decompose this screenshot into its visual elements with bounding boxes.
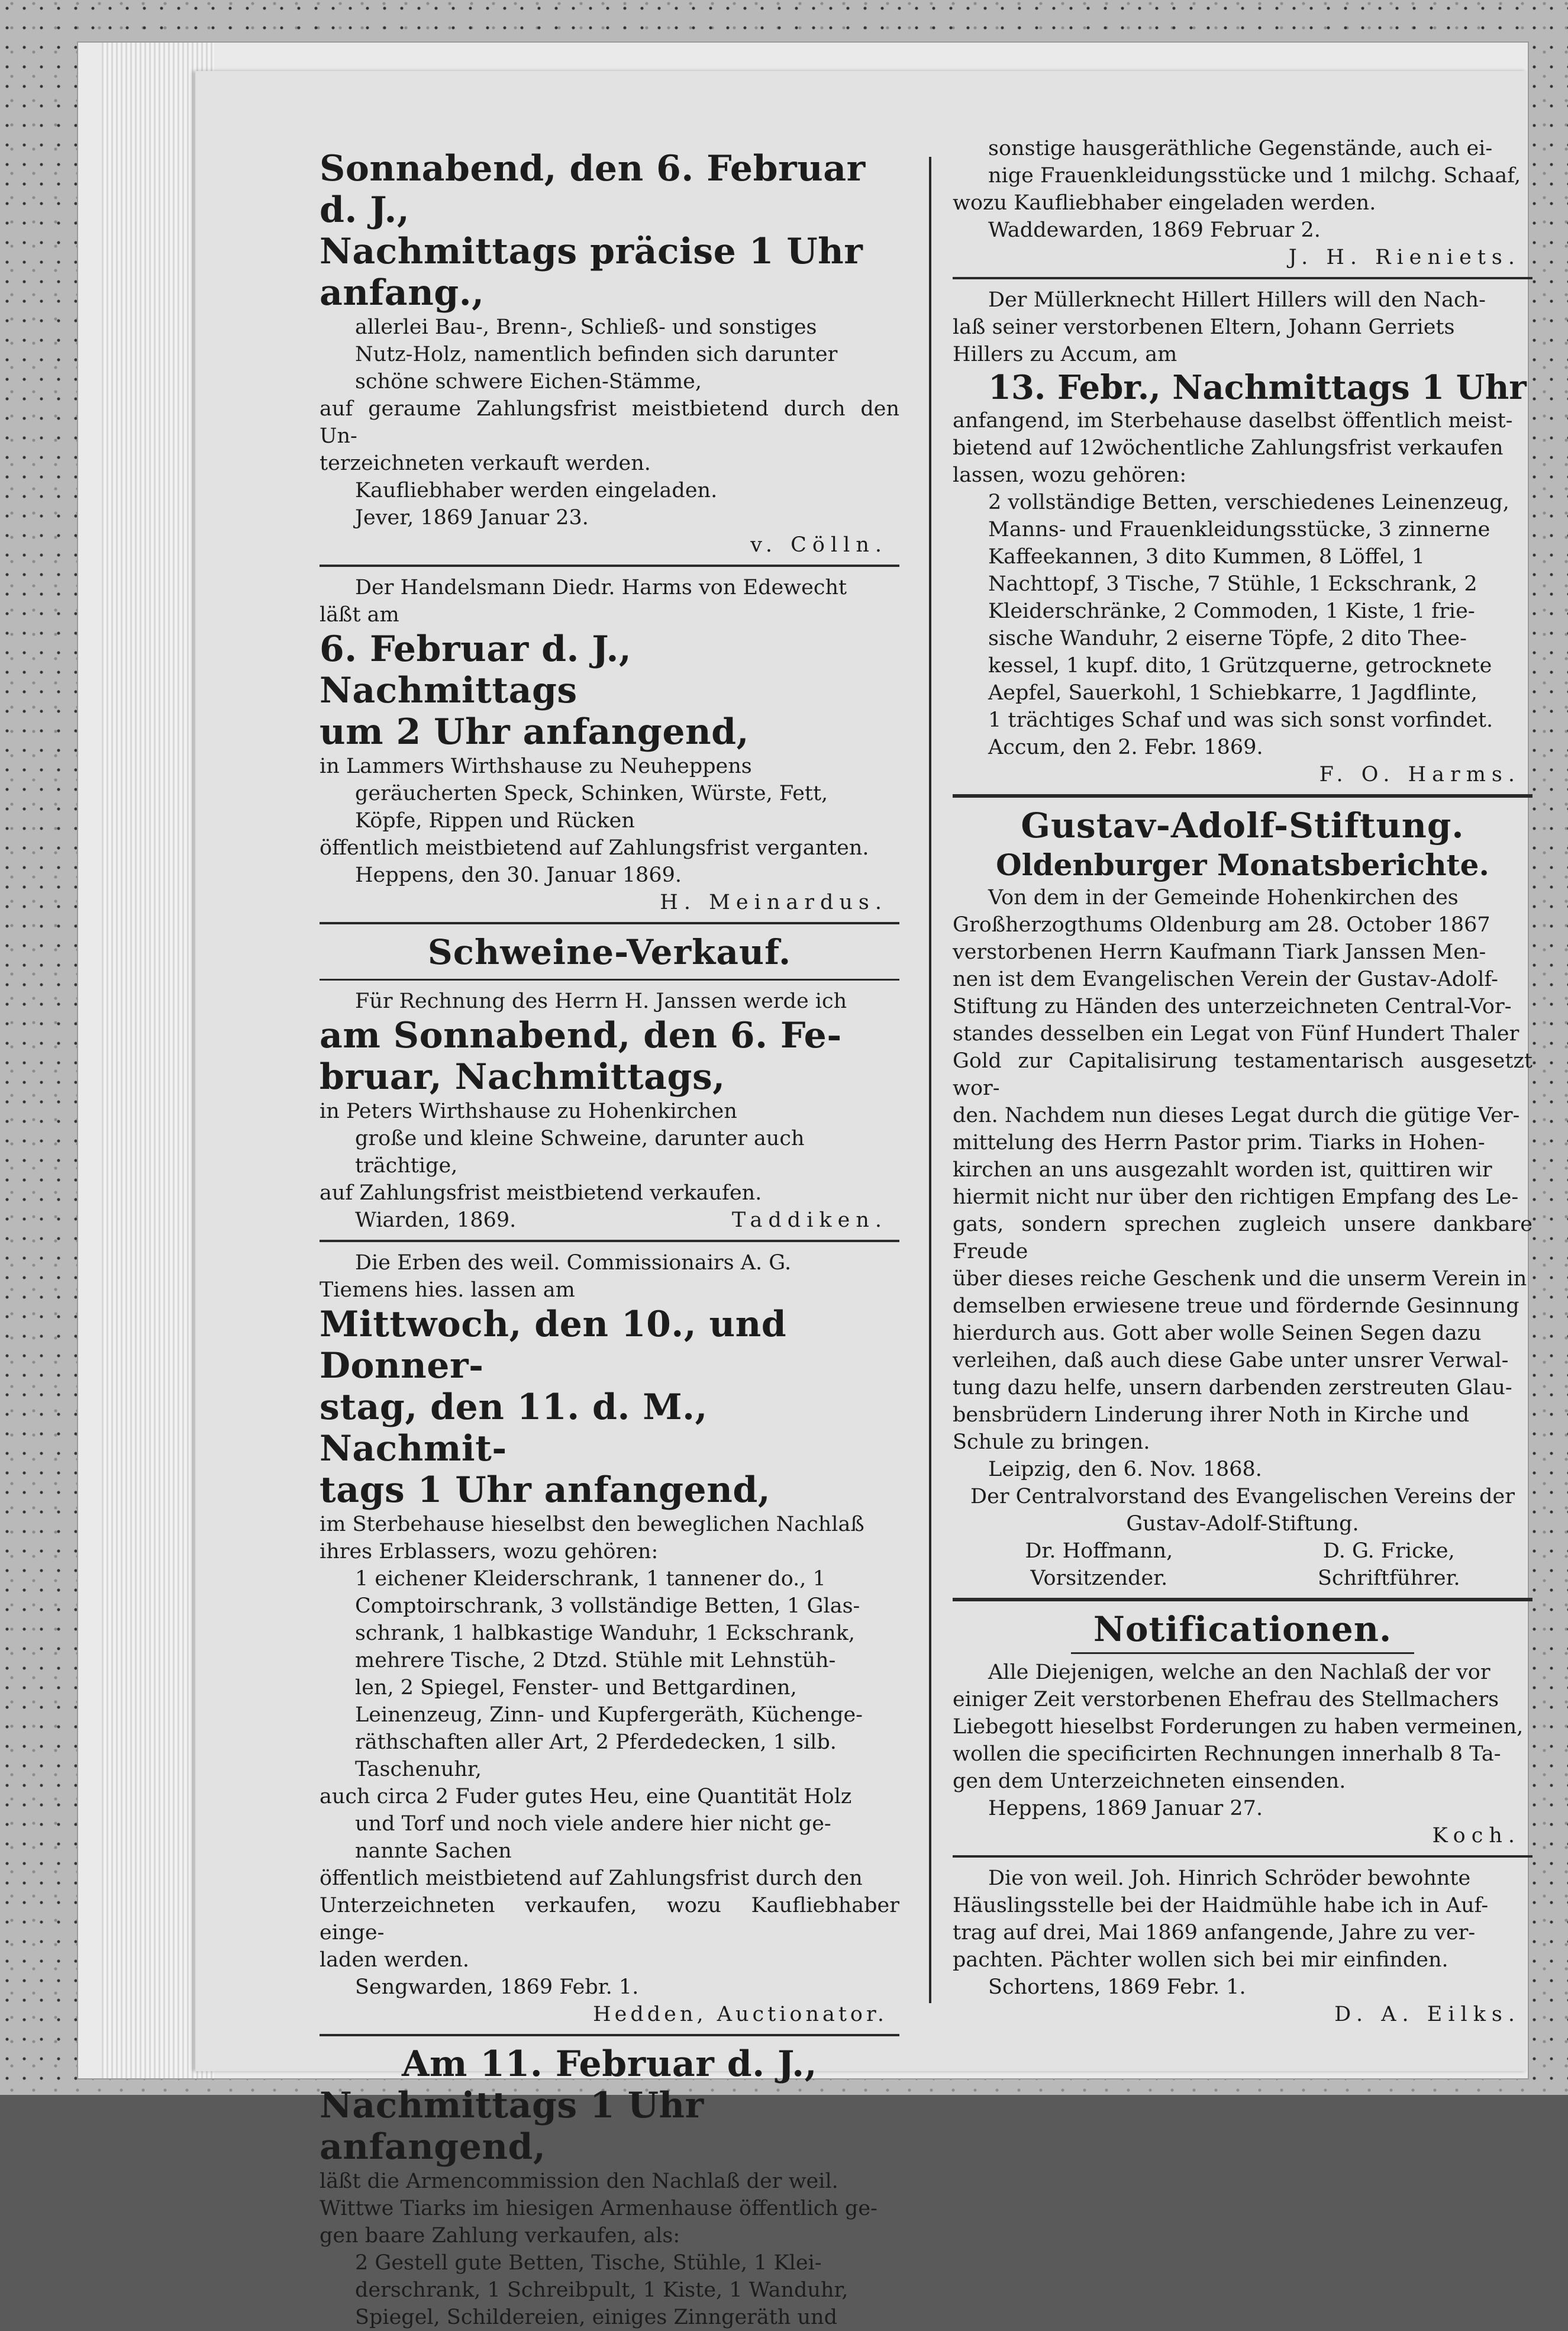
- ad-wood-sale: [320, 148, 899, 559]
- ad-item-line: Taschenuhr,: [355, 1758, 482, 1781]
- ad-notifications: [953, 1608, 1532, 1849]
- ad-body-line: ihres Erblassers, wozu gehören:: [320, 1540, 659, 1563]
- ad-title: 6. Februar d. J., Nachmittags: [320, 628, 632, 711]
- ad-body-line: Großherzogthums Oldenburg am 28. October 1867: [953, 913, 1490, 937]
- ad-estate-auction: [320, 1249, 899, 2028]
- ad-title: stag, den 11. d. M., Nachmit-: [320, 1387, 708, 1469]
- ad-body-line: einiger Zeit verstorbenen Ehefrau des Stellmachers: [953, 1688, 1499, 1711]
- ad-title: am Sonnabend, den 6. Fe-: [320, 1015, 842, 1056]
- signatory-role: Vorsitzender.: [1030, 1566, 1168, 1590]
- ad-item-line: len, 2 Spiegel, Fenster- und Bettgardinen,: [355, 1676, 797, 1700]
- ad-intro-line: Der Handelsmann Diedr. Harms von Edewecht: [355, 576, 847, 599]
- ad-signature: v. Cölln.: [750, 533, 888, 557]
- ad-place-date: Leipzig, den 6. Nov. 1868.: [988, 1458, 1262, 1481]
- ad-body-line: den. Nachdem nun dieses Legat durch die gütige Ver-: [953, 1104, 1520, 1127]
- ad-body-line: verleihen, daß auch diese Gabe unter unsrer Verwal-: [953, 1349, 1509, 1372]
- ad-body-line: gen dem Unterzeichneten einsenden.: [953, 1769, 1346, 1793]
- ad-body-line: wozu Kaufliebhaber eingeladen werden.: [953, 191, 1376, 215]
- ad-body-line: Schule zu bringen.: [953, 1430, 1150, 1454]
- ad-intro-line: laß seiner verstorbenen Eltern, Johann Gerriets: [953, 315, 1455, 339]
- newspaper-page: [195, 71, 1532, 2329]
- ad-body-line: auch circa 2 Fuder gutes Heu, eine Quantität Holz: [320, 1785, 852, 1808]
- ad-body-line: im Sterbehause hieselbst den beweglichen Nachlaß: [320, 1513, 864, 1536]
- ad-heading: Notificationen.: [1093, 1609, 1392, 1649]
- ad-item-line: Köpfe, Rippen und Rücken: [355, 809, 635, 833]
- ad-signature: D. A. Eilks.: [1334, 2003, 1521, 2026]
- ad-body-line: terzeichneten verkauft werden.: [320, 452, 651, 475]
- ad-separator: [320, 2034, 899, 2036]
- ad-intro-line: Tiemens hies. lassen am: [320, 1278, 575, 1302]
- signatories: [953, 1537, 1532, 1592]
- ad-body-line: auf Zahlungsfrist meistbietend verkaufen.: [320, 1181, 762, 1205]
- ad-body-line: gen baare Zahlung verkaufen, als:: [320, 2224, 680, 2248]
- signatory-name: Dr. Hoffmann,: [1025, 1539, 1173, 1563]
- ad-body-line: verstorbenen Herrn Kaufmann Tiark Janssen Men-: [953, 940, 1486, 964]
- ad-item-line: räthschaften aller Art, 2 Pferdedecken, 1 silb.: [355, 1730, 837, 1754]
- ad-item-line: schrank, 1 halbkastige Wanduhr, 1 Eckschrank,: [355, 1621, 855, 1645]
- ad-intro-line: Hillers zu Accum, am: [953, 343, 1177, 366]
- ad-body-line: Von dem in der Gemeinde Hohenkirchen des: [988, 886, 1459, 910]
- ad-title: Sonnabend, den 6. Februar d. J.,: [320, 148, 866, 231]
- ad-item-line: große und kleine Schweine, darunter auch: [355, 1127, 805, 1150]
- ad-item-line: Leinenzeug, Zinn- und Kupfergeräth, Küchenge-: [355, 1703, 863, 1727]
- ad-item-line: schöne schwere Eichen-Stämme,: [355, 370, 702, 394]
- ad-body-line: Gold zur Capitalisirung testamentarisch ausgesetzt wor-: [953, 1049, 1532, 1100]
- ad-item-line: 1 trächtiges Schaf und was sich sonst vorfindet.: [988, 708, 1493, 732]
- ad-separator: [320, 1240, 899, 1242]
- right-column: [953, 135, 1532, 2028]
- ad-heading: Gustav-Adolf-Stiftung.: [1021, 805, 1464, 846]
- ad-place-date: Heppens, 1869 Januar 27.: [988, 1797, 1263, 1820]
- ad-body-line: kirchen an uns ausgezahlt worden ist, quittiren wir: [953, 1158, 1492, 1182]
- ad-body-line: laden werden.: [320, 1948, 470, 1972]
- ad-title: Nachmittags präcise 1 Uhr anfang.,: [320, 231, 863, 314]
- ad-item-line: trächtige,: [355, 1154, 458, 1178]
- ad-body-line: mittelung des Herrn Pastor prim. Tiarks in Hohen-: [953, 1131, 1485, 1155]
- ad-meat-sale: [320, 574, 899, 916]
- ad-body-line: Unterzeichneten verkaufen, wozu Kaufliebhaber einge-: [320, 1894, 899, 1945]
- left-column: [320, 148, 899, 2331]
- ad-body-line: auf geraume Zahlungsfrist meistbietend durch den Un-: [320, 397, 899, 448]
- ad-body-line: anfangend, im Sterbehause daselbst öffentlich meist-: [953, 409, 1513, 433]
- ad-body-line: pachten. Pächter wollen sich bei mir einfinden.: [953, 1948, 1448, 1972]
- ad-item-line: allerlei Bau-, Brenn-, Schließ- und sonstiges: [355, 315, 817, 339]
- ad-place-date: Wiarden, 1869.: [355, 1208, 517, 1232]
- ad-signature: Taddiken.: [731, 1208, 888, 1232]
- ad-separator: [320, 922, 899, 924]
- ad-signature: F. O. Harms.: [1319, 763, 1521, 786]
- ad-body-line: Wittwe Tiarks im hiesigen Armenhause öffentlich ge-: [320, 2197, 877, 2220]
- ad-item-line: 1 eichener Kleiderschrank, 1 tannener do., 1: [355, 1567, 826, 1591]
- ad-intro-line: Der Müllerknecht Hillert Hillers will den Nach-: [988, 288, 1486, 312]
- ad-body-line: demselben erwiesene treue und fördernde Gesinnung: [953, 1294, 1519, 1318]
- ad-item-line: nannte Sachen: [355, 1839, 512, 1863]
- ad-place-date: Heppens, den 30. Januar 1869.: [355, 863, 682, 887]
- ad-place-date: Accum, den 2. Febr. 1869.: [988, 736, 1263, 759]
- ad-body-line: tung dazu helfe, unsern darbenden zerstreuten Glau-: [953, 1376, 1512, 1400]
- ad-item-line: Manns- und Frauenkleidungsstücke, 3 zinnerne: [988, 518, 1490, 541]
- ad-body-line: öffentlich meistbietend auf Zahlungsfrist verganten.: [320, 836, 869, 860]
- ad-org-line: Der Centralvorstand des Evangelischen Vereins der: [970, 1485, 1515, 1508]
- ad-pig-sale: [320, 931, 899, 1234]
- ad-item-line: Nutz-Holz, namentlich befinden sich darunter: [355, 343, 838, 366]
- signatory-name: D. G. Fricke,: [1322, 1539, 1455, 1563]
- ad-separator: [953, 1855, 1532, 1858]
- ad-lease: [953, 1865, 1532, 2028]
- ad-body-line: trag auf drei, Mai 1869 anfangende, Jahre zu ver-: [953, 1921, 1476, 1945]
- signatory: [1318, 1537, 1460, 1592]
- ad-signature: J. H. Rieniets.: [1288, 246, 1521, 269]
- ad-item-line: Spiegel, Schildereien, einiges Zinngeräth und: [355, 2306, 837, 2329]
- ad-title: Mittwoch, den 10., und Donner-: [320, 1304, 787, 1387]
- ad-invite: Kaufliebhaber werden eingeladen.: [355, 479, 718, 502]
- ad-title: bruar, Nachmittags,: [320, 1056, 725, 1098]
- ad-body-line: Alle Diejenigen, welche an den Nachlaß der vor: [988, 1661, 1490, 1684]
- ad-location: in Peters Wirthshause zu Hohenkirchen: [320, 1100, 737, 1123]
- ad-intro-line: Für Rechnung des Herrn H. Janssen werde ich: [355, 989, 847, 1013]
- ad-title: 13. Febr., Nachmittags 1 Uhr: [988, 368, 1527, 407]
- ad-body-line: bietend auf 12wöchentliche Zahlungsfrist verkaufen: [953, 436, 1504, 460]
- signatory: [1025, 1537, 1173, 1592]
- ad-signature: Hedden, Auctionator.: [593, 2003, 888, 2026]
- ad-org-line: Gustav-Adolf-Stiftung.: [1126, 1512, 1359, 1536]
- ad-body-line: gats, sondern sprechen zugleich unsere dankbare Freude: [953, 1213, 1532, 1263]
- ad-body-line: wollen die specificirten Rechnungen innerhalb 8 Ta-: [953, 1742, 1501, 1766]
- ad-body-line: Häuslingsstelle bei der Haidmühle habe ich in Auf-: [953, 1894, 1489, 1917]
- ad-body-line: Die von weil. Joh. Hinrich Schröder bewohnte: [988, 1866, 1471, 1890]
- ad-separator: [953, 1598, 1532, 1601]
- ad-item-line: sische Wanduhr, 2 eiserne Töpfe, 2 dito Thee-: [988, 627, 1467, 650]
- ad-item-line: geräucherten Speck, Schinken, Würste, Fett,: [355, 782, 828, 805]
- ad-heading: Schweine-Verkauf.: [427, 932, 792, 972]
- ad-item-line: Kleiderschränke, 2 Commoden, 1 Kiste, 1 frie-: [988, 599, 1475, 623]
- ad-continued: [953, 135, 1532, 271]
- ad-separator: [320, 565, 899, 567]
- ad-signature: H. Meinardus.: [660, 891, 888, 914]
- ad-title: Am 11. Februar d. J.,: [402, 2043, 817, 2085]
- ad-body-line: Stiftung zu Händen des unterzeichneten Central-Vor-: [953, 995, 1512, 1018]
- ad-body-line: standes desselben ein Legat von Fünf Hundert Thaler: [953, 1022, 1519, 1046]
- ad-item-line: Nachttopf, 3 Tische, 7 Stühle, 1 Eckschrank, 2: [988, 572, 1477, 596]
- ad-place-date: Schortens, 1869 Febr. 1.: [988, 1975, 1246, 1999]
- ad-item-line: 2 vollständige Betten, verschiedenes Leinenzeug,: [988, 491, 1509, 514]
- ad-place-date: Jever, 1869 Januar 23.: [355, 506, 589, 530]
- ad-location: in Lammers Wirthshause zu Neuheppens: [320, 755, 752, 778]
- ad-body-line: Liebegott hieselbst Forderungen zu haben vermeinen,: [953, 1715, 1524, 1739]
- heading-rule: [320, 979, 899, 981]
- ad-intro-line: läßt am: [320, 603, 399, 627]
- ad-item-line: Aepfel, Sauerkohl, 1 Schiebkarre, 1 Jagdflinte,: [988, 681, 1478, 705]
- ad-item-line: 2 Gestell gute Betten, Tische, Stühle, 1 Klei-: [355, 2251, 822, 2275]
- ad-poor-commission-sale: [320, 2043, 899, 2331]
- ad-body-line: läßt die Armencommission den Nachlaß der weil.: [320, 2169, 838, 2193]
- ad-separator: [953, 277, 1532, 279]
- heading-rule: [1071, 1652, 1414, 1654]
- ad-footer: [320, 1207, 899, 1234]
- ad-title: Nachmittags 1 Uhr anfangend,: [320, 2085, 704, 2168]
- ad-signature: Koch.: [1432, 1824, 1521, 1848]
- ad-item-line: sonstige hausgeräthliche Gegenstände, auch ei-: [988, 137, 1493, 160]
- ad-body-line: lassen, wozu gehören:: [953, 463, 1187, 487]
- ad-body-line: über dieses reiche Geschenk und die unserm Verein in: [953, 1267, 1527, 1291]
- ad-body-line: hierdurch aus. Gott aber wolle Seinen Segen dazu: [953, 1321, 1482, 1345]
- ad-separator: [953, 794, 1532, 798]
- ad-title: um 2 Uhr anfangend,: [320, 711, 749, 753]
- ad-miller-estate: [953, 286, 1532, 788]
- ad-place-date: Sengwarden, 1869 Febr. 1.: [355, 1975, 639, 1999]
- ad-body-line: öffentlich meistbietend auf Zahlungsfrist durch den: [320, 1866, 863, 1890]
- signatory-role: Schriftführer.: [1318, 1566, 1460, 1590]
- ad-item-line: nige Frauenkleidungsstücke und 1 milchg. Schaaf,: [988, 164, 1521, 188]
- ad-item-line: und Torf und noch viele andere hier nicht ge-: [355, 1812, 831, 1836]
- column-divider: [929, 157, 931, 2003]
- ad-body-line: bensbrüdern Linderung ihrer Noth in Kirche und: [953, 1403, 1470, 1427]
- ad-body-line: nen ist dem Evangelischen Verein der Gustav-Adolf-: [953, 968, 1498, 991]
- ad-item-line: Comptoirschrank, 3 vollständige Betten, 1 Glas-: [355, 1594, 860, 1618]
- ad-gustav-adolf: [953, 805, 1532, 1592]
- ad-item-line: Kaffeekannen, 3 dito Kummen, 8 Löffel, 1: [988, 545, 1425, 569]
- ad-subheading: Oldenburger Monatsberichte.: [996, 847, 1489, 882]
- ad-item-line: derschrank, 1 Schreibpult, 1 Kiste, 1 Wanduhr,: [355, 2278, 848, 2302]
- ad-body-line: hiermit nicht nur über den richtigen Empfang des Le-: [953, 1185, 1519, 1209]
- ad-intro-line: Die Erben des weil. Commissionairs A. G.: [355, 1251, 792, 1275]
- ad-title: tags 1 Uhr anfangend,: [320, 1469, 771, 1511]
- ad-item-line: kessel, 1 kupf. dito, 1 Grützquerne, getrocknete: [988, 654, 1492, 678]
- ad-place-date: Waddewarden, 1869 Februar 2.: [988, 218, 1321, 242]
- ad-item-line: mehrere Tische, 2 Dtzd. Stühle mit Lehnstüh-: [355, 1649, 836, 1672]
